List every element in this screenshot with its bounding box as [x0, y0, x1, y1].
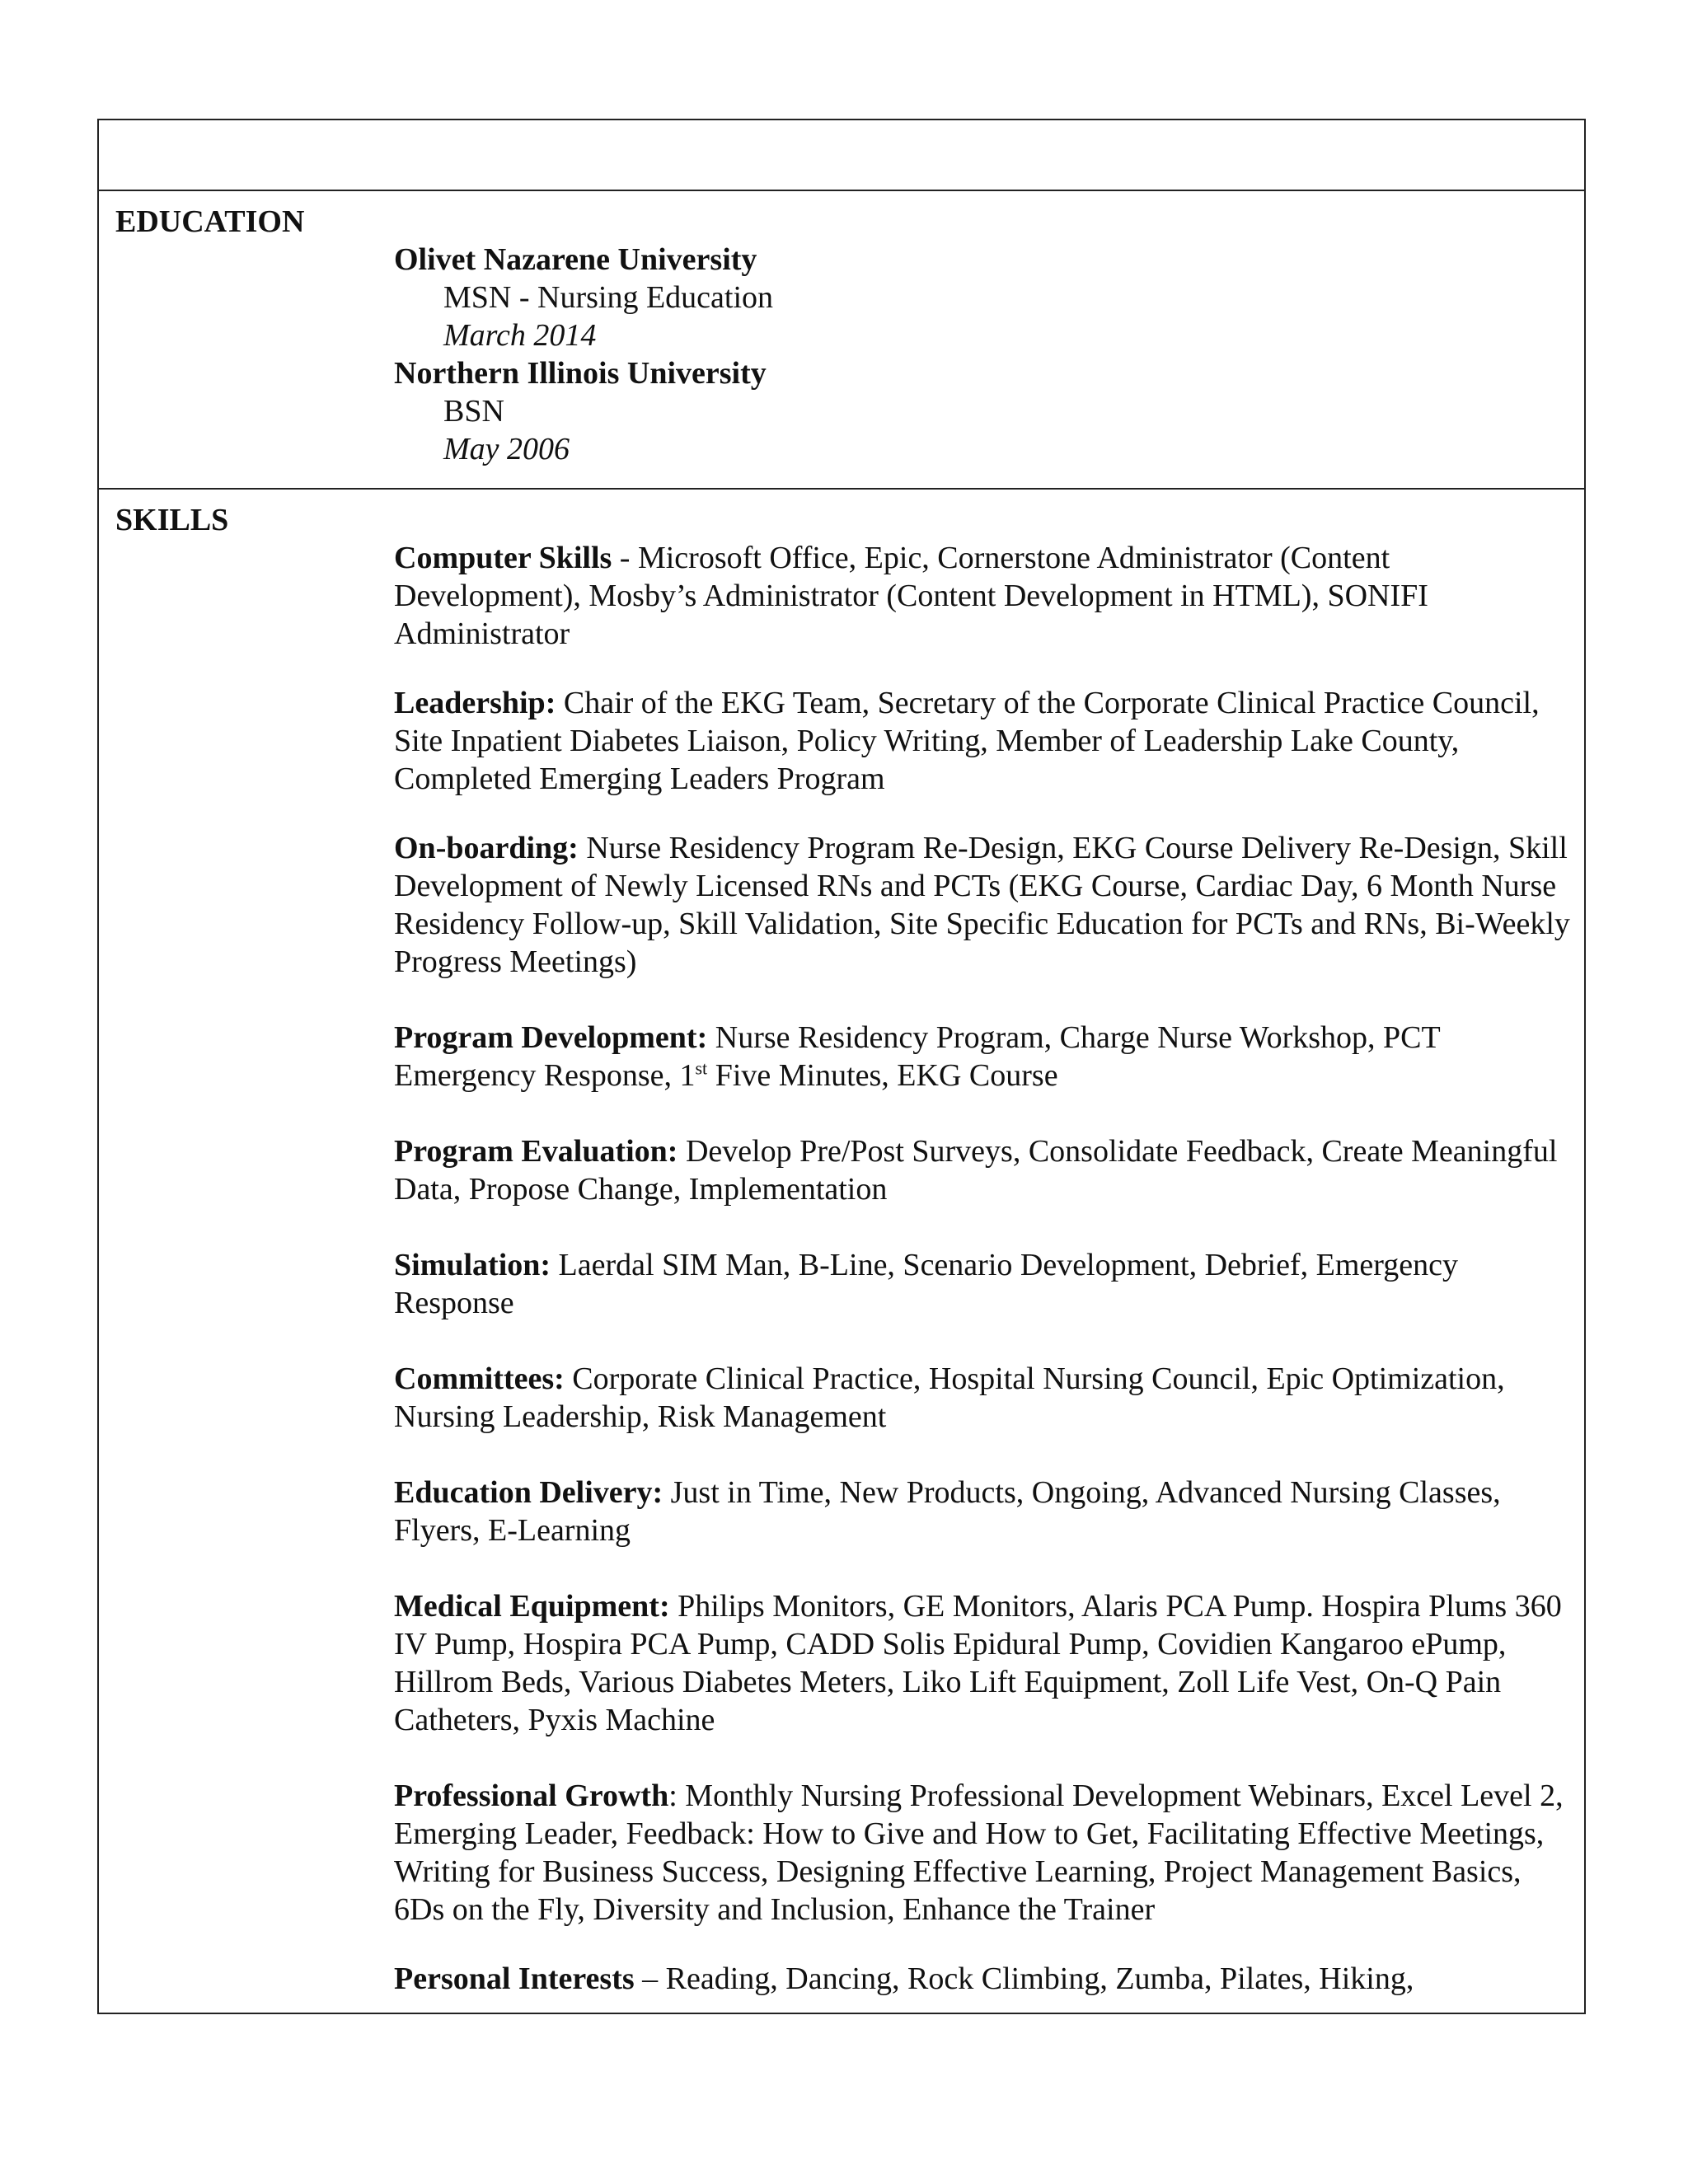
skill-committees — [394, 1360, 1571, 1436]
skill-separator — [556, 686, 564, 720]
skill-text: Develop Pre/Post Surveys, Consolidate Feedback, Create Meaningful Data, Propose Change, Implementation — [394, 1134, 1558, 1207]
skills-heading: SKILLS — [115, 503, 229, 537]
skill-label: Committees: — [394, 1361, 565, 1396]
skills-content — [394, 539, 1571, 1998]
skill-label: Professional Growth — [394, 1779, 669, 1813]
skill-label: Program Development: — [394, 1020, 708, 1055]
skill-onboarding — [394, 829, 1571, 981]
skill-text-continued: Five Minutes, EKG Course — [707, 1058, 1058, 1093]
skill-separator — [663, 1475, 671, 1510]
skill-personal-interests — [394, 1960, 1571, 1998]
graduation-date: March 2014 — [443, 318, 597, 353]
skill-professional-growth — [394, 1777, 1571, 1929]
skill-text: Laerdal SIM Man, B-Line, Scenario Development, Debrief, Emergency Response — [394, 1248, 1458, 1320]
skills-section — [99, 490, 1584, 2014]
ordinal-suffix: st — [695, 1057, 708, 1079]
skill-separator: : — [668, 1779, 686, 1813]
skill-text: Monthly Nursing Professional Development Webinars, Excel Level 2, Emerging Leader, Feedback: How to Give and How to Get, Facilitating Effective Meetings, Writing for Business Success, Designing Effective Learning, Project Management Basics, 6Ds on the Fly, Diversity and Inclusion, Enhance the Trainer — [394, 1779, 1564, 1927]
skill-text: Corporate Clinical Practice, Hospital Nursing Council, Epic Optimization, Nursing Leadership, Risk Management — [394, 1361, 1505, 1434]
skill-text: Chair of the EKG Team, Secretary of the Corporate Clinical Practice Council, Site Inpatient Diabetes Liaison, Policy Writing, Member of Leadership Lake County, Completed Emerging Leaders Program — [394, 686, 1540, 796]
skill-label: Personal Interests — [394, 1961, 635, 1996]
skill-leadership — [394, 684, 1571, 798]
skill-text: Nurse Residency Program Re-Design, EKG Course Delivery Re-Design, Skill Development of Newly Licensed RNs and PCTs (EKG Course, Cardiac Day, 6 Month Nurse Residency Follow-up, Skill Validation, Site Specific Education for PCTs and RNs, Bi-Weekly Progress Meetings) — [394, 831, 1570, 979]
header-row — [99, 120, 1584, 191]
school-name: Northern Illinois University — [394, 356, 767, 391]
skill-label: Medical Equipment: — [394, 1589, 670, 1624]
graduation-date: May 2006 — [443, 432, 570, 466]
skill-separator — [707, 1020, 715, 1055]
degree: MSN - Nursing Education — [443, 280, 774, 315]
skill-medical-equipment — [394, 1587, 1571, 1739]
skill-separator — [565, 1361, 573, 1396]
skill-separator — [670, 1589, 678, 1624]
skill-education-delivery — [394, 1474, 1571, 1549]
skill-separator — [579, 831, 587, 865]
skill-separator: – — [634, 1961, 666, 1996]
education-section — [99, 191, 1584, 490]
education-heading: EDUCATION — [115, 204, 305, 239]
skill-text: Just in Time, New Products, Ongoing, Advanced Nursing Classes, Flyers, E-Learning — [394, 1475, 1501, 1548]
skill-text: Philips Monitors, GE Monitors, Alaris PCA Pump. Hospira Plums 360 IV Pump, Hospira PCA Pump, CADD Solis Epidural Pump, Covidien Kangaroo ePump, Hillrom Beds, Various Diabetes Meters, Liko Lift Equipment, Zoll Life Vest, On-Q Pain Catheters, Pyxis Machine — [394, 1589, 1562, 1737]
skill-separator — [551, 1248, 559, 1282]
skill-text: Microsoft Office, Epic, Cornerstone Administrator (Content Development), Mosby’s Administrator (Content Development in HTML), SONIFI Administrator — [394, 541, 1428, 651]
school-name: Olivet Nazarene University — [394, 242, 757, 277]
skill-text: Nurse Residency Program, Charge Nurse Workshop, PCT Emergency Response, 1 — [394, 1020, 1441, 1093]
skill-label: On-boarding: — [394, 831, 579, 865]
resume-table — [97, 119, 1586, 2014]
skill-computer — [394, 539, 1571, 653]
degree: BSN — [443, 394, 504, 429]
skill-label: Education Delivery: — [394, 1475, 663, 1510]
skill-program-evaluation — [394, 1132, 1571, 1208]
skill-label: Computer Skills — [394, 541, 612, 575]
education-content — [394, 241, 1571, 468]
skill-text: Reading, Dancing, Rock Climbing, Zumba, Pilates, Hiking, — [665, 1961, 1414, 1996]
skill-label: Simulation: — [394, 1248, 551, 1282]
skill-simulation — [394, 1246, 1571, 1322]
skill-label: Program Evaluation: — [394, 1134, 678, 1169]
skill-separator: - — [612, 541, 638, 575]
skill-label: Leadership: — [394, 686, 556, 720]
skill-separator — [678, 1134, 686, 1169]
skill-program-development — [394, 1019, 1571, 1094]
